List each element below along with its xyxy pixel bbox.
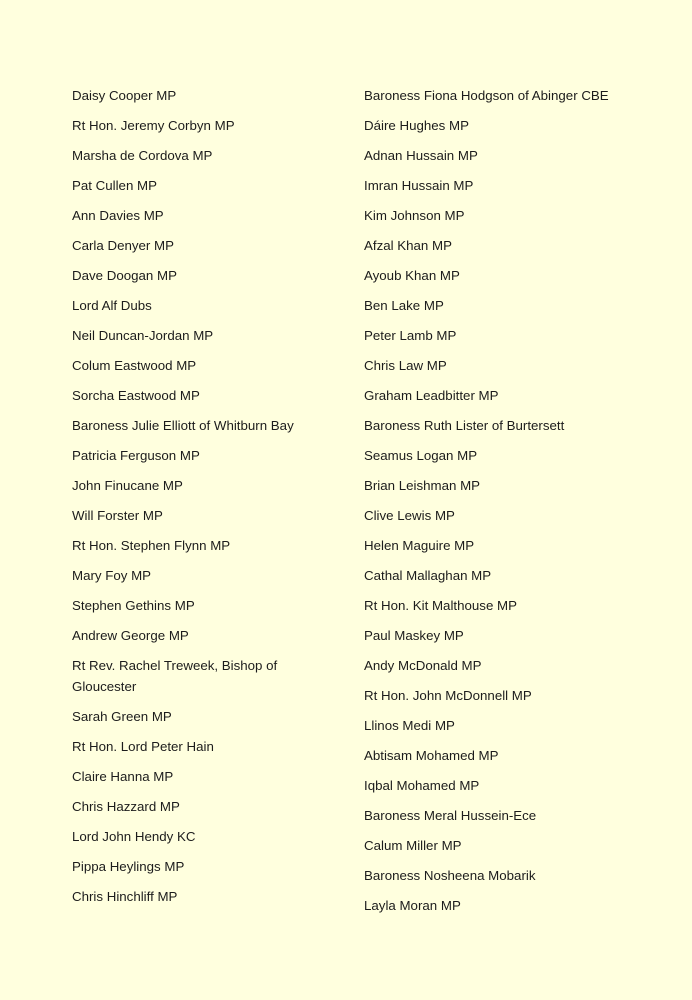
signatory-name: Iqbal Mohamed MP xyxy=(364,778,480,793)
signatory-name: Patricia Ferguson MP xyxy=(72,448,200,463)
signatory-list-right xyxy=(364,85,664,925)
signatory-name: Andy McDonald MP xyxy=(364,658,482,673)
signatory-name: Carla Denyer MP xyxy=(72,238,174,253)
signatory-name: Baroness Nosheena Mobarik xyxy=(364,868,536,883)
signatory-name: Seamus Logan MP xyxy=(364,448,478,463)
signatory-name: Chris Hazzard MP xyxy=(72,799,180,814)
signatory-name: Daisy Cooper MP xyxy=(72,88,177,103)
signatory-name: Rt Hon. Jeremy Corbyn MP xyxy=(72,118,235,133)
signatory-name: Neil Duncan-Jordan MP xyxy=(72,328,214,343)
signatory-name: Afzal Khan MP xyxy=(364,238,452,253)
signatory-name: Baroness Julie Elliott of Whitburn Bay xyxy=(72,418,294,433)
signatory-name: Dáire Hughes MP xyxy=(364,118,469,133)
signatory-name: Peter Lamb MP xyxy=(364,328,457,343)
signatory-name: Dave Doogan MP xyxy=(72,268,177,283)
signatory-name: Paul Maskey MP xyxy=(364,628,464,643)
signatory-name: Cathal Mallaghan MP xyxy=(364,568,492,583)
signatory-name: Helen Maguire MP xyxy=(364,538,475,553)
signatory-name: Baroness Fiona Hodgson of Abinger CBE xyxy=(364,88,609,103)
signatory-name: Rt Rev. Rachel Treweek, Bishop of Gloucester xyxy=(72,658,278,694)
signatory-name: Clive Lewis MP xyxy=(364,508,455,523)
signatory-name: Imran Hussain MP xyxy=(364,178,474,193)
signatory-name: Baroness Meral Hussein-Ece xyxy=(364,808,537,823)
signatory-name: Adnan Hussain MP xyxy=(364,148,478,163)
signatory-name: Colum Eastwood MP xyxy=(72,358,197,373)
signatory-name: Mary Foy MP xyxy=(72,568,152,583)
signatory-name: Lord Alf Dubs xyxy=(72,298,152,313)
signatory-name: Brian Leishman MP xyxy=(364,478,481,493)
signatory-name: Sarah Green MP xyxy=(72,709,172,724)
signatory-name: Sorcha Eastwood MP xyxy=(72,388,200,403)
signatory-name: Chris Hinchliff MP xyxy=(72,889,178,904)
signatory-name: Rt Hon. Lord Peter Hain xyxy=(72,739,214,754)
signatory-name: Andrew George MP xyxy=(72,628,189,643)
signatory-name: Abtisam Mohamed MP xyxy=(364,748,499,763)
signatory-list-left xyxy=(72,85,332,916)
signatory-name: John Finucane MP xyxy=(72,478,183,493)
signatory-name: Kim Johnson MP xyxy=(364,208,465,223)
signatory-name: Rt Hon. Kit Malthouse MP xyxy=(364,598,517,613)
signatory-name: Graham Leadbitter MP xyxy=(364,388,499,403)
signatory-name: Llinos Medi MP xyxy=(364,718,455,733)
signatory-name: Rt Hon. Stephen Flynn MP xyxy=(72,538,231,553)
signatory-name: Ben Lake MP xyxy=(364,298,444,313)
signatory-name: Marsha de Cordova MP xyxy=(72,148,213,163)
signatory-name: Stephen Gethins MP xyxy=(72,598,195,613)
signatory-name: Ayoub Khan MP xyxy=(364,268,460,283)
signatory-name: Claire Hanna MP xyxy=(72,769,174,784)
signatory-name: Pat Cullen MP xyxy=(72,178,157,193)
signatory-name: Will Forster MP xyxy=(72,508,163,523)
signatory-name: Pippa Heylings MP xyxy=(72,859,185,874)
signatory-name: Chris Law MP xyxy=(364,358,447,373)
signatory-name: Layla Moran MP xyxy=(364,898,461,913)
signatory-name: Ann Davies MP xyxy=(72,208,164,223)
signatory-name: Baroness Ruth Lister of Burtersett xyxy=(364,418,565,433)
signatory-name: Lord John Hendy KC xyxy=(72,829,196,844)
signatory-name: Calum Miller MP xyxy=(364,838,462,853)
signatory-name: Rt Hon. John McDonnell MP xyxy=(364,688,532,703)
